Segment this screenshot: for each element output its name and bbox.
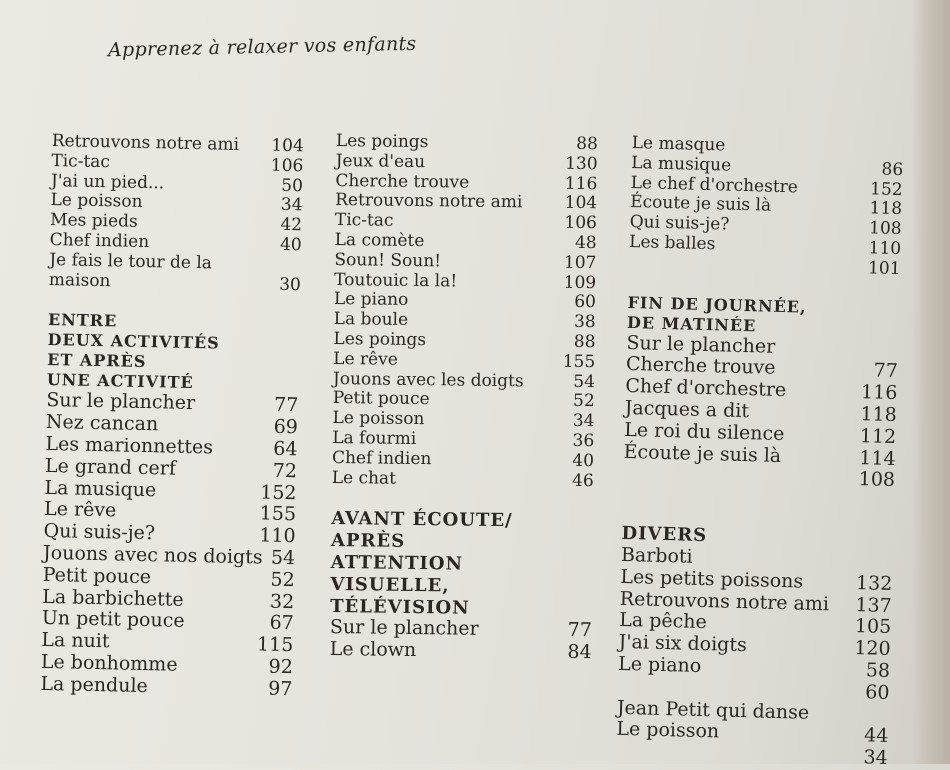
entry-title: Chef indien (331, 447, 432, 469)
entry-title: Les petits poissons (620, 565, 804, 593)
entry-page-number: 77 (273, 394, 299, 417)
entry-title: Jouons avec les doigts (332, 368, 524, 391)
entry-title: Le poisson (332, 408, 425, 430)
index-entry (330, 639, 592, 664)
entry-title: Les poings (335, 131, 429, 153)
section-heading (330, 508, 593, 620)
section-heading-line: AVANT ÉCOUTE/ (331, 508, 513, 532)
entry-page-number: 40 (279, 234, 302, 256)
entry-page-number: 38 (573, 312, 596, 333)
entry-title: La fourmi (332, 427, 417, 449)
entry-title: Le masque (631, 133, 726, 156)
index-column-3 (616, 134, 904, 770)
entry-title: Retrouvons notre ami (619, 587, 830, 615)
entry-page-number: 34 (572, 411, 595, 432)
entry-page-number: 72 (272, 459, 298, 482)
section-heading-line: FIN DE JOURNÉE, (627, 292, 807, 317)
entry-title: Les balles (628, 231, 716, 255)
entry-page-number: 60 (574, 292, 597, 313)
entry-page-number: 34 (863, 746, 889, 770)
entry-title: Cherche trouve (625, 353, 776, 380)
entry-title: Le grand cerf (44, 454, 177, 480)
entry-page-number: 104 (564, 193, 598, 214)
entry-title: Le chat (331, 467, 397, 489)
entry-list (616, 545, 894, 770)
entry-title: Le poisson (50, 190, 143, 213)
entry-title: Cherche trouve (335, 170, 470, 193)
entry-title: Jouons avec nos doigts (42, 541, 263, 569)
entry-page-number: 105 (854, 615, 892, 639)
entry-page-number: 110 (259, 524, 296, 548)
entry-title: Toutouic la la! (334, 269, 458, 292)
entry-page-number: 152 (260, 481, 297, 504)
index-entry (40, 674, 292, 701)
section-heading (47, 310, 301, 395)
entry-page-number: 46 (571, 470, 594, 491)
section-heading-line: DE MATINÉE (626, 312, 757, 335)
entry-page-number: 110 (868, 238, 902, 260)
entry-title: Petit pouce (42, 563, 152, 588)
entry-title: Les poings (333, 328, 427, 351)
entry-title: La comète (334, 229, 425, 252)
entry-page-number: 44 (863, 724, 889, 748)
entry-page-number: 30 (279, 274, 302, 295)
section-heading-line: UNE ACTIVITÉ (46, 370, 194, 393)
entry-page-number: 54 (573, 371, 596, 392)
entry-title: Le poisson (616, 718, 720, 743)
entry-page-number: 132 (855, 571, 893, 595)
entry-title: Jeux d'eau (335, 150, 426, 172)
section-heading-line: ET APRÈS (47, 350, 147, 372)
entry-title: Le rêve (43, 498, 117, 522)
entry-title: Le piano (617, 652, 702, 677)
entry-title: Sur le plancher (329, 616, 479, 641)
entry-page-number: 84 (567, 640, 592, 664)
entry-title: Le clown (329, 638, 417, 662)
entry-page-number: 101 (867, 258, 901, 279)
entry-page-number: 130 (565, 153, 598, 174)
entry-title: La nuit (41, 629, 110, 653)
index-entry (332, 469, 594, 492)
entry-title: Qui suis-je? (629, 212, 730, 235)
section-heading-line: VISUELLE, (330, 573, 450, 597)
section-heading-line: ATTENTION (330, 551, 464, 575)
section-heading-line: ENTRE (47, 310, 118, 331)
entry-page-number: 116 (860, 381, 898, 405)
entry-page-number: 42 (280, 214, 303, 236)
entry-page-number: 152 (869, 178, 903, 200)
entry-page-number: 54 (270, 546, 296, 570)
index-column-1 (40, 132, 304, 701)
section-heading-line: APRÈS (330, 530, 406, 553)
entry-page-number: 77 (567, 619, 593, 642)
page-edge-shadow (912, 0, 950, 764)
entry-title: La barbichette (42, 585, 184, 611)
entry-page-number: 115 (256, 633, 294, 657)
entry-title: Le bonhomme (40, 650, 178, 676)
entry-page-number: 107 (563, 252, 597, 273)
entry-page-number: 69 (273, 415, 299, 439)
entry-page-number: 77 (873, 359, 899, 383)
entry-title: Tic-tac (334, 210, 394, 231)
entry-title: Les marionnettes (45, 432, 214, 459)
entry-page-number: 108 (868, 218, 902, 240)
entry-title: Je fais le tour de la (49, 249, 213, 274)
entry-page-number: 58 (865, 659, 891, 682)
entry-page-number: 52 (572, 391, 595, 412)
entry-title: Le chef d'orchestre (630, 172, 799, 197)
entry-page-number: 92 (268, 655, 294, 679)
entry-title: Soun! Soun! (334, 249, 442, 272)
entry-title: Mes pieds (49, 210, 138, 233)
entry-title: Chef d'orchestre (625, 375, 787, 402)
section-heading-line: DEUX ACTIVITÉS (47, 330, 220, 353)
entry-page-number: 32 (269, 590, 295, 613)
page-header: Apprenez à relaxer vos enfants (107, 32, 417, 62)
entry-title: Qui suis-je? (43, 520, 156, 545)
entry-title: maison (48, 269, 111, 291)
entry-page-number: 155 (562, 351, 596, 372)
entry-page-number: 108 (858, 468, 896, 492)
entry-page-number: 88 (576, 133, 598, 155)
entry-page-number: 104 (271, 135, 304, 157)
entry-page-number: 64 (272, 437, 298, 461)
index-column-2 (330, 132, 598, 664)
entry-list (49, 132, 304, 296)
entry-title: J'ai six doigts (618, 630, 748, 657)
entry-title: Le piano (333, 289, 409, 311)
entry-page-number: 88 (573, 331, 596, 353)
entry-page-number: 116 (564, 173, 598, 194)
entry-title: Jacques a dit (624, 396, 750, 423)
entry-title: Retrouvons notre ami (335, 190, 523, 213)
entry-page-number: 155 (259, 502, 297, 526)
entry-title: Sur le plancher (46, 389, 196, 415)
entry-title: La musique (630, 152, 732, 176)
entry-page-number: 109 (563, 272, 597, 293)
entry-page-number: 120 (854, 637, 891, 661)
entry-title: La pendule (40, 672, 149, 697)
entry-page-number: 86 (881, 159, 904, 180)
entry-page-number: 60 (864, 681, 890, 704)
entry-list (332, 132, 598, 492)
entry-title: Écoute je suis là (629, 192, 772, 217)
entry-title: Écoute je suis là (623, 440, 782, 467)
entry-page-number: 118 (860, 403, 898, 426)
section-heading-line: TÉLÉVISION (330, 595, 470, 619)
entry-page-number: 106 (270, 155, 304, 177)
entry-list (330, 617, 593, 664)
entry-page-number: 67 (269, 612, 294, 635)
entry-title: Nez cancan (45, 411, 159, 436)
entry-list (623, 333, 899, 493)
entry-page-number: 106 (564, 212, 598, 234)
entry-title: Sur le plancher (626, 331, 776, 358)
entry-page-number: 97 (267, 677, 293, 700)
entry-list (628, 134, 904, 280)
entry-page-number: 137 (855, 593, 893, 617)
entry-page-number: 112 (859, 424, 897, 448)
entry-page-number: 52 (270, 568, 295, 591)
entry-page-number: 118 (869, 198, 903, 220)
entry-title: La pêche (618, 609, 708, 634)
entry-title: Le roi du silence (623, 418, 785, 445)
entry-page-number: 40 (572, 450, 595, 471)
entry-title: Un petit pouce (41, 607, 185, 633)
entry-title: Retrouvons notre ami (51, 131, 240, 155)
entry-page-number: 36 (572, 430, 595, 452)
entry-list (40, 390, 298, 700)
entry-title: Chef indien (49, 229, 150, 253)
entry-title: J'ai un pied... (50, 170, 165, 193)
entry-title: Tic-tac (51, 150, 111, 173)
entry-page-number: 48 (574, 232, 597, 254)
entry-page-number: 50 (281, 175, 304, 196)
section-heading-line: DIVERS (621, 523, 708, 547)
entry-title: Le rêve (333, 348, 398, 370)
entry-title: La boule (333, 309, 409, 331)
entry-page-number: 114 (859, 446, 896, 470)
entry-title: Jean Petit qui danse (616, 696, 810, 724)
entry-title: Barboti (620, 543, 693, 568)
entry-title: Petit pouce (332, 388, 430, 410)
entry-page-number: 34 (280, 195, 303, 216)
entry-title: La musique (44, 476, 157, 501)
